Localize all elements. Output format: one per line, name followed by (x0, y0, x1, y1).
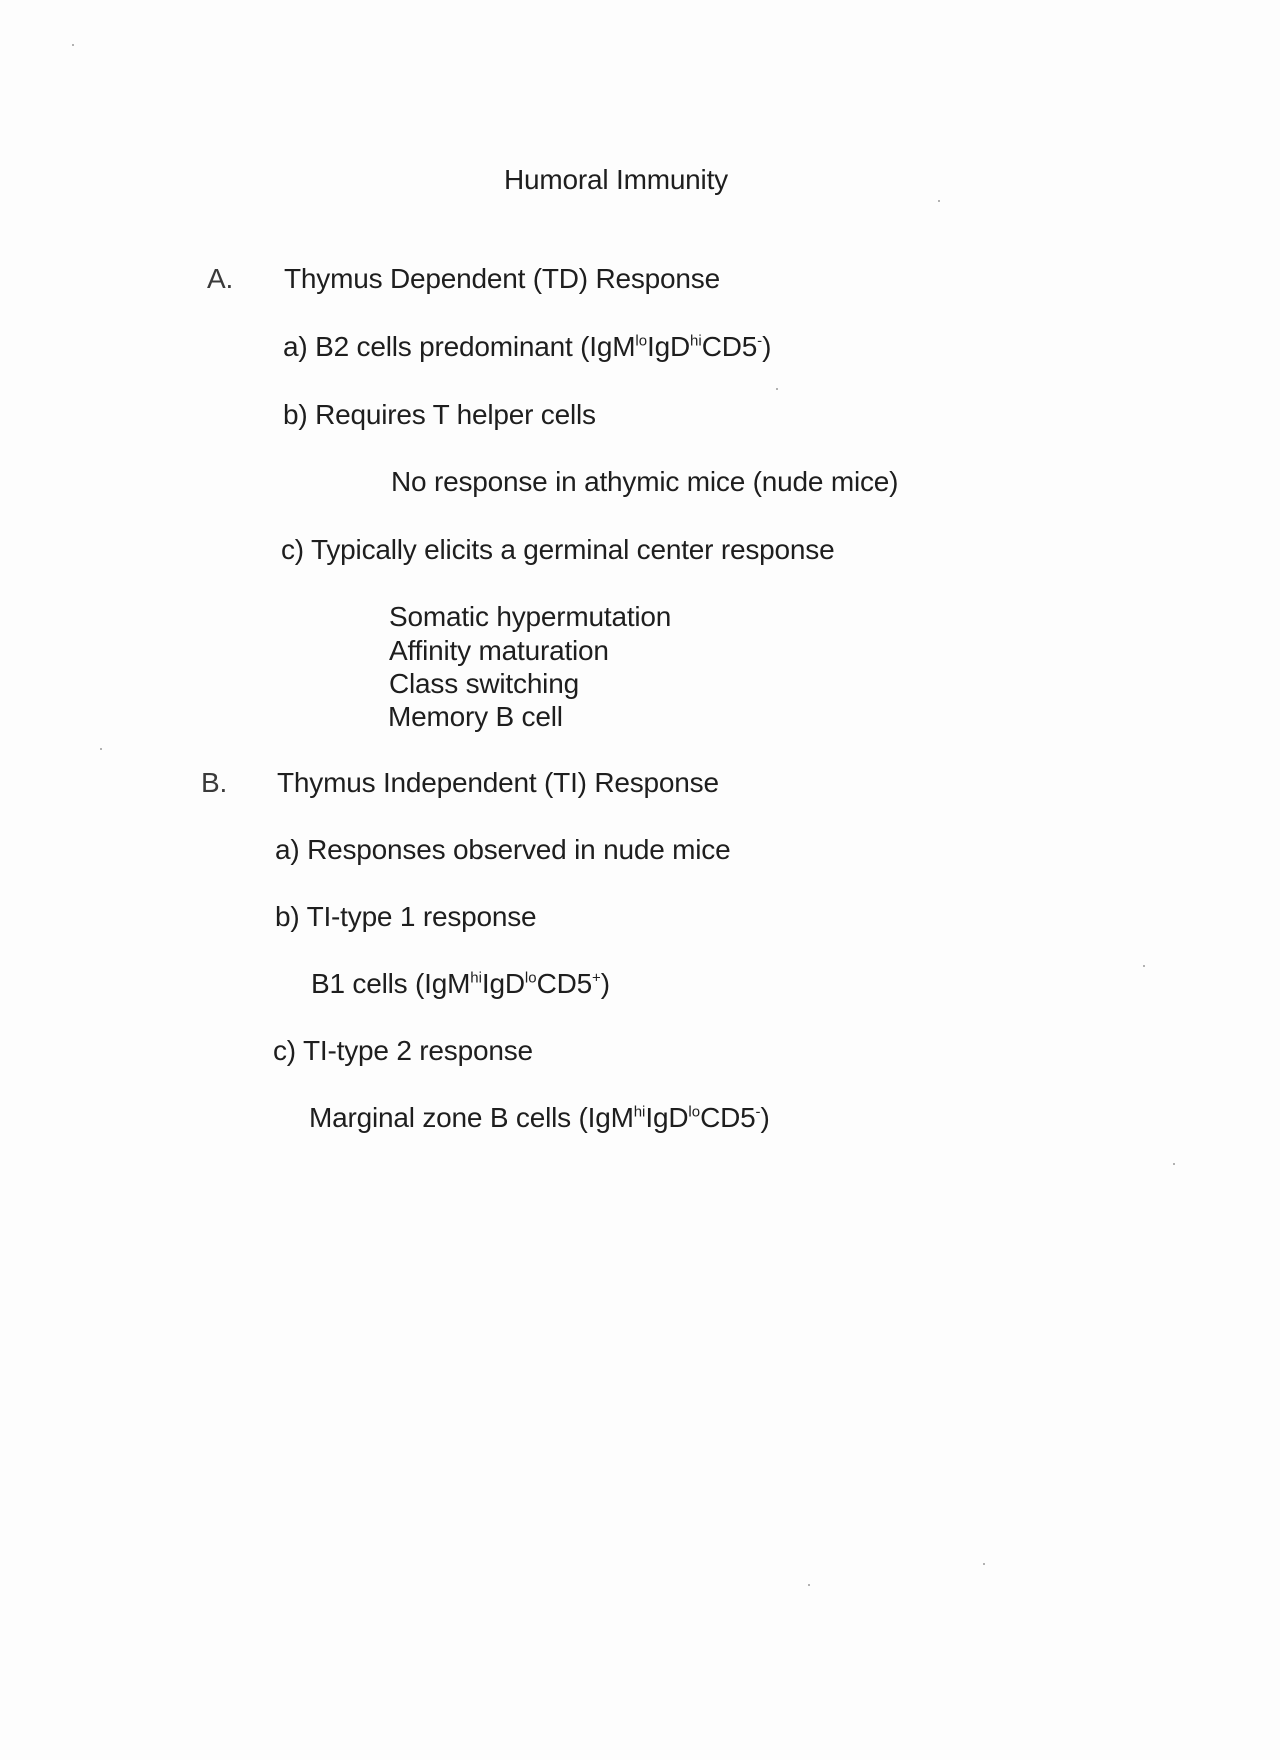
superscript: hi (690, 332, 702, 350)
item-text: TI-type 2 response (303, 1035, 533, 1066)
section-a-label: A. (207, 263, 234, 294)
item-text: B2 cells predominant (IgM (315, 331, 636, 362)
section-b-item-b-sub (311, 967, 610, 1001)
item-marker: a) (283, 331, 308, 362)
section-b-item-c-sub (309, 1101, 770, 1135)
superscript: lo (524, 969, 537, 987)
section-b-item-c (273, 1034, 533, 1068)
item-marker: c) (281, 534, 304, 565)
scan-speck (776, 388, 778, 390)
item-text: ) (762, 331, 772, 362)
superscript: + (592, 969, 601, 987)
scan-speck (100, 748, 102, 750)
item-text: TI-type 1 response (306, 901, 537, 932)
scan-speck (808, 1584, 810, 1586)
superscript: hi (470, 969, 482, 987)
item-text: CD5 (536, 968, 593, 999)
item-text: ) (600, 968, 610, 999)
scan-speck (72, 44, 74, 46)
section-b-heading: Thymus Independent (TI) Response (277, 767, 719, 798)
superscript: lo (688, 1103, 701, 1121)
item-text: B1 cells (IgM (311, 968, 471, 999)
superscript: lo (635, 332, 648, 350)
item-text: Responses observed in nude mice (307, 834, 731, 865)
document-title: Humoral Immunity (504, 164, 728, 195)
superscript: hi (633, 1103, 646, 1121)
item-text: Typically elicits a germinal center response (311, 534, 835, 565)
item-text: IgD (481, 968, 525, 999)
section-a-item-c-subitem: Memory B cell (388, 701, 563, 732)
scan-speck (1173, 1163, 1175, 1165)
scan-speck (1143, 965, 1145, 967)
scan-speck (983, 1563, 985, 1565)
superscript: - (757, 332, 763, 350)
section-a-item-c-subitem: Somatic hypermutation (389, 601, 672, 632)
item-marker: c) (273, 1035, 296, 1066)
item-marker: b) (275, 901, 300, 932)
section-b-item-a (275, 833, 730, 867)
item-marker: b) (283, 399, 308, 430)
item-text: CD5 (700, 1102, 756, 1133)
section-a-item-b-sub: No response in athymic mice (nude mice) (391, 466, 899, 497)
item-text: Marginal zone B cells (IgM (309, 1102, 634, 1133)
section-a-item-c-subitem: Class switching (389, 668, 579, 699)
item-text: IgD (647, 331, 691, 362)
section-a-item-c (281, 533, 834, 567)
item-text: ) (760, 1102, 770, 1133)
scan-speck (938, 200, 940, 202)
section-a-heading: Thymus Dependent (TD) Response (284, 263, 720, 294)
section-a-item-a (283, 330, 771, 364)
item-text: IgD (645, 1102, 689, 1133)
item-text: Requires T helper cells (315, 399, 596, 430)
item-marker: a) (275, 834, 300, 865)
section-b-item-b (275, 900, 536, 934)
section-b-label: B. (201, 767, 228, 798)
item-text: CD5 (701, 331, 758, 362)
superscript: - (755, 1103, 761, 1121)
section-a-item-b (283, 398, 596, 432)
section-a-item-c-subitem: Affinity maturation (389, 635, 609, 666)
